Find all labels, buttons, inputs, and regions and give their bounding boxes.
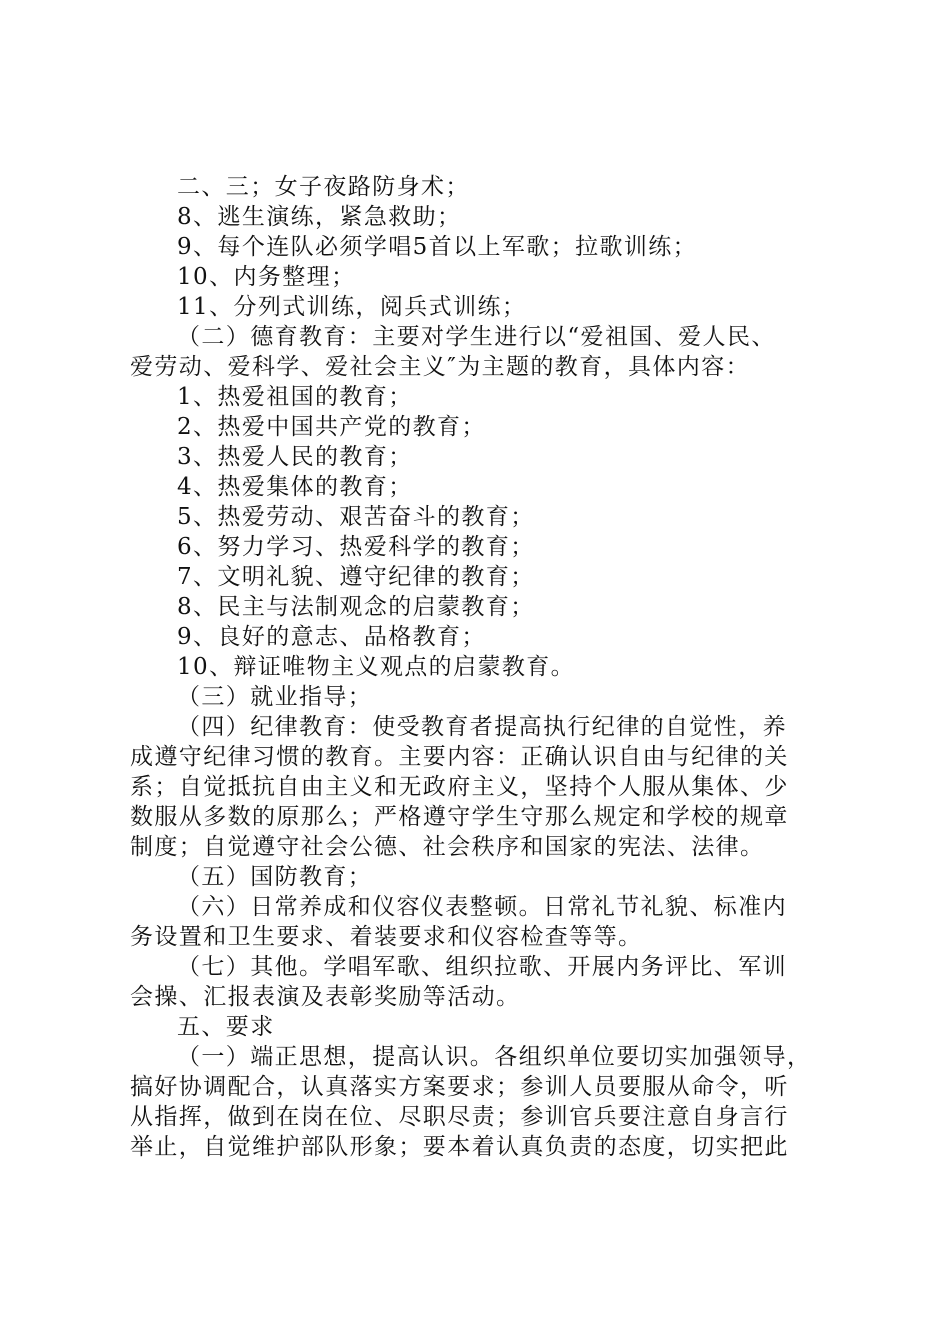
text-line: 数服从多数的原那么；严格遵守学生守那么规定和学校的规章 [130, 804, 789, 830]
text-line: （六）日常养成和仪容仪表整顿。日常礼节礼貌、标准内 [177, 894, 787, 920]
text-line: 1、热爱祖国的教育； [177, 384, 413, 410]
text-line: 9、良好的意志、品格教育； [177, 624, 486, 650]
text-line: 5、热爱劳动、艰苦奋斗的教育； [177, 504, 535, 530]
text-line: 搞好协调配合，认真落实方案要求；参训人员要服从命令，听 [130, 1074, 789, 1100]
text-line: 10、辩证唯物主义观点的启蒙教育。 [177, 654, 576, 680]
text-line: 从指挥，做到在岗在位、尽职尽责；参训官兵要注意自身言行 [130, 1104, 789, 1130]
document-body [130, 172, 830, 1162]
text-line: 系；自觉抵抗自由主义和无政府主义，坚持个人服从集体、少 [130, 774, 789, 800]
text-line: 成遵守纪律习惯的教育。主要内容：正确认识自由与纪律的关 [130, 744, 789, 770]
text-line: 10、内务整理； [177, 264, 356, 290]
text-line: 4、热爱集体的教育； [177, 474, 413, 500]
text-line: （三）就业指导； [177, 684, 373, 710]
text-line: 举止，自觉维护部队形象；要本着认真负责的态度，切实把此 [130, 1134, 789, 1160]
text-line: 6、努力学习、热爱科学的教育； [177, 534, 535, 560]
text-line: 五、要求 [177, 1014, 275, 1040]
text-line: （四）纪律教育：使受教育者提高执行纪律的自觉性，养 [177, 714, 787, 740]
text-line: 11、分列式训练，阅兵式训练； [177, 294, 527, 320]
text-line: 制度；自觉遵守社会公德、社会秩序和国家的宪法、法律。 [130, 834, 765, 860]
text-line: 务设置和卫生要求、着装要求和仪容检查等等。 [130, 924, 643, 950]
text-line: 9、每个连队必须学唱5首以上军歌；拉歌训练； [177, 234, 698, 260]
text-line: （一）端正思想，提高认识。各组织单位要切实加强领导， [177, 1044, 812, 1070]
text-line: 7、文明礼貌、遵守纪律的教育； [177, 564, 535, 590]
text-line: （五）国防教育； [177, 864, 373, 890]
text-line: 8、逃生演练，紧急救助； [177, 204, 462, 230]
text-line: 2、热爱中国共产党的教育； [177, 414, 486, 440]
text-line: 二、三；女子夜路防身术； [177, 174, 470, 200]
text-line: 3、热爱人民的教育； [177, 444, 413, 470]
text-line: 8、民主与法制观念的启蒙教育； [177, 594, 535, 620]
text-line: （七）其他。学唱军歌、组织拉歌、开展内务评比、军训 [177, 954, 787, 980]
text-line: 爱劳动、爱科学、爱社会主义″为主题的教育，具体内容： [130, 354, 750, 380]
text-line: （二）德育教育：主要对学生进行以“爱祖国、爱人民、 [177, 324, 776, 350]
text-line: 会操、汇报表演及表彰奖励等活动。 [130, 984, 521, 1010]
